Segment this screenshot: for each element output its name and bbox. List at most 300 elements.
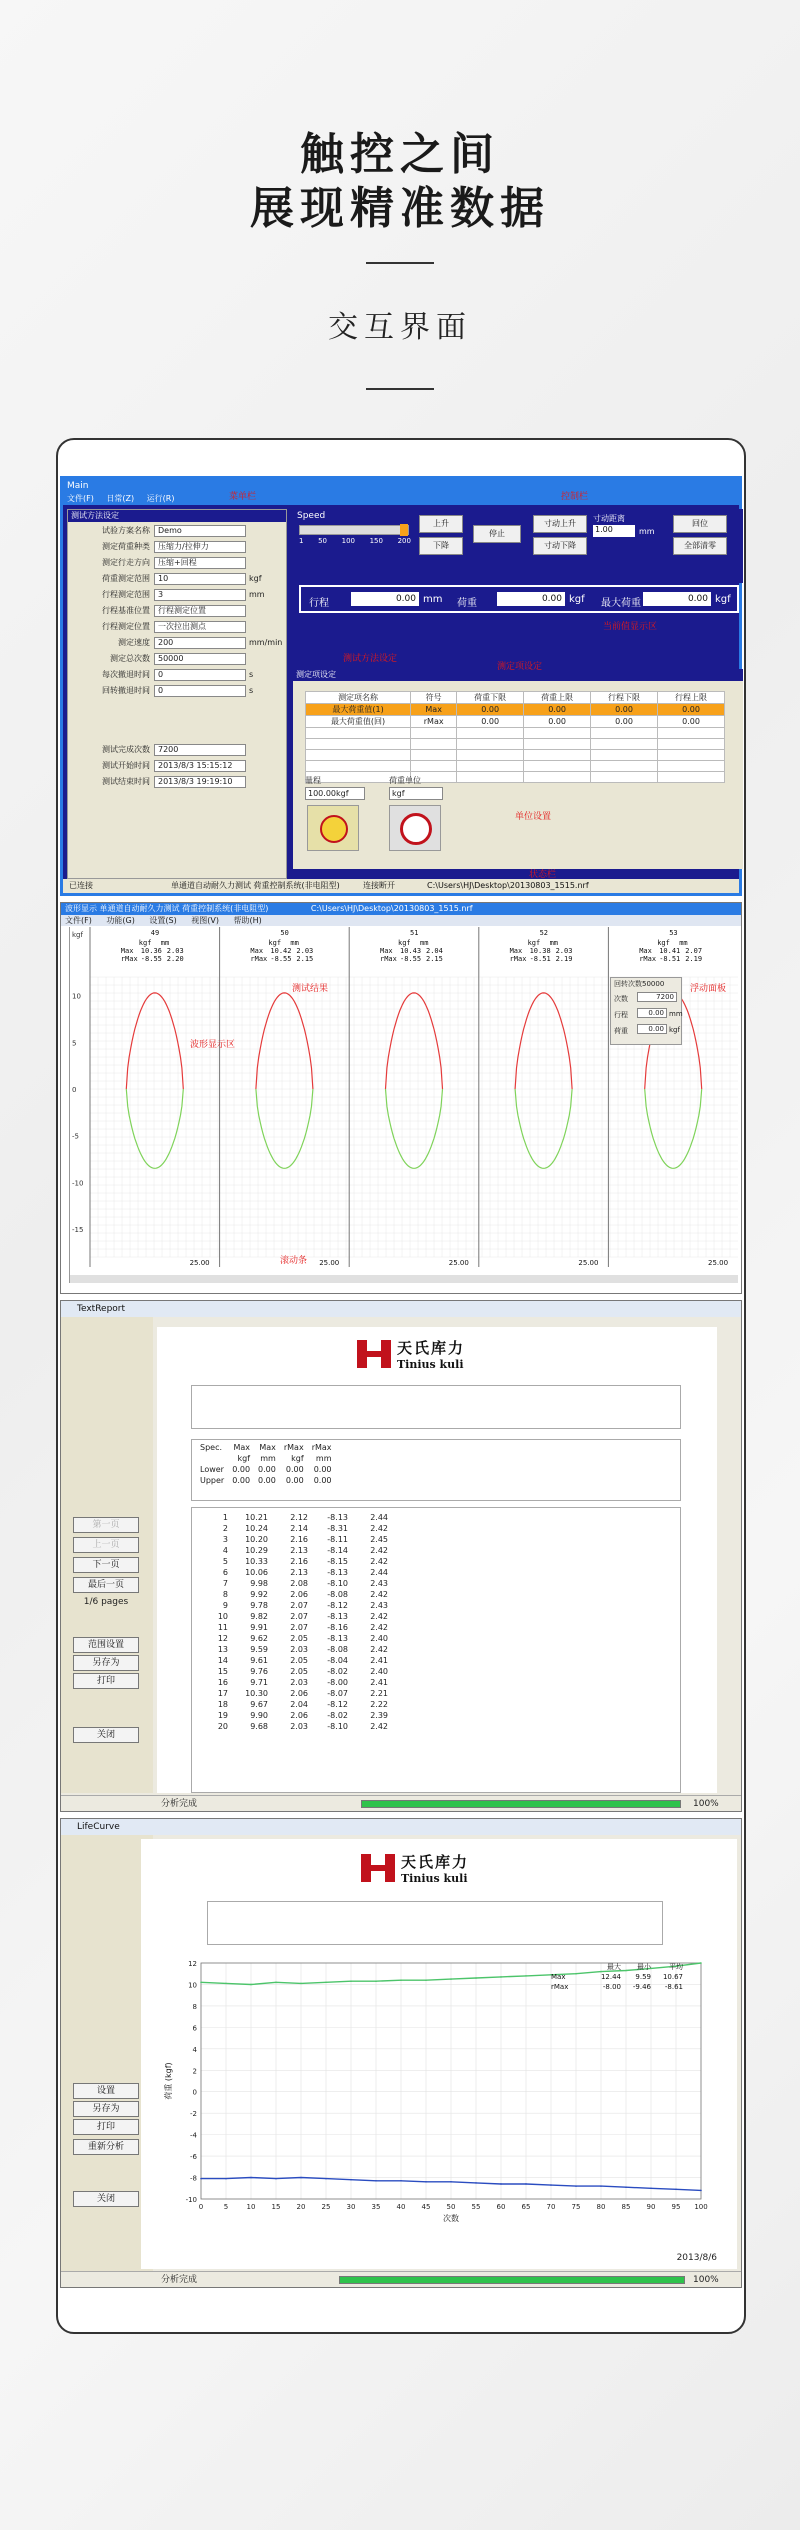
- load-unit-select[interactable]: kgf: [389, 787, 443, 800]
- form-input[interactable]: 200: [154, 637, 246, 649]
- series-point: [425, 2181, 427, 2183]
- series-point: [475, 2182, 477, 2184]
- table-cell: 0.00: [457, 704, 524, 716]
- wf-menu-settings[interactable]: 设置(S): [149, 916, 177, 925]
- data-cell: 9.68: [250, 1722, 268, 1731]
- return-curve: [126, 1089, 183, 1168]
- data-cell: 9.90: [250, 1711, 268, 1720]
- data-cell: 2.22: [370, 1700, 388, 1709]
- y-tick-label: 8: [192, 2002, 197, 2011]
- y-tick-label: 6: [192, 2024, 197, 2033]
- spec-cell: mm: [260, 1454, 276, 1463]
- data-cell: -8.12: [327, 1601, 348, 1610]
- data-cell: -8.12: [327, 1700, 348, 1709]
- plot-header-text: -8.55: [270, 955, 292, 963]
- data-cell: 2.43: [370, 1579, 388, 1588]
- plot-header-text: kgf: [268, 939, 282, 947]
- form-label: 试验方案名称: [102, 526, 150, 535]
- stats-cell: Max: [551, 1973, 566, 1981]
- dial-icon: [389, 805, 441, 851]
- series-point: [375, 2180, 377, 2182]
- speed-tick: 1: [299, 537, 304, 545]
- plot-header-text: rMax: [120, 955, 138, 963]
- form-label: 测定速度: [118, 638, 150, 647]
- data-cell: 2.03: [290, 1645, 308, 1654]
- float-load-label: 荷重: [614, 1027, 628, 1035]
- page-indicator: 1/6 pages: [83, 1597, 129, 1607]
- data-cell: 2.45: [370, 1535, 388, 1544]
- status-system: 单通道自动耐久力测试 荷重控制系统(非电阻型): [171, 881, 340, 890]
- series-point: [500, 1976, 502, 1978]
- form-row: [68, 555, 286, 570]
- series-point: [700, 1962, 702, 1964]
- data-cell: 10.24: [245, 1524, 268, 1533]
- lc-print-button[interactable]: 打印: [73, 2119, 139, 2135]
- form-label: 测试完成次数: [102, 745, 150, 754]
- data-cell: 5: [222, 1557, 228, 1566]
- load-unit: kgf: [569, 594, 585, 605]
- measurement-items-panel: [293, 669, 743, 869]
- data-cell: 2.42: [370, 1590, 388, 1599]
- x-tick-label: 40: [396, 2203, 406, 2211]
- plot-header-text: rMax: [250, 955, 268, 963]
- data-cell: 10.20: [245, 1535, 268, 1544]
- annotation-control: 控制栏: [561, 492, 589, 502]
- close-button[interactable]: 关闭: [73, 1727, 139, 1743]
- annotation-waveform-area: 波形显示区: [190, 1040, 236, 1050]
- life-curve-chart: [141, 1949, 737, 2249]
- y-tick-label: -15: [72, 1226, 84, 1234]
- return-curve: [515, 1089, 572, 1168]
- speed-control: [293, 509, 743, 583]
- form-input[interactable]: 2013/8/3 19:19:10: [154, 776, 246, 788]
- spec-cell: kgf: [291, 1454, 304, 1463]
- menu-daily[interactable]: 日常(Z): [106, 494, 135, 503]
- load-unit-label: 荷重单位: [389, 776, 421, 785]
- spec-cell: 0.00: [232, 1465, 251, 1474]
- plot-header-text: Max: [509, 947, 523, 955]
- series-point: [275, 2178, 277, 2180]
- plot-header-text: -8.55: [400, 955, 422, 963]
- series-point: [700, 2190, 702, 2192]
- table-cell: 最大荷重值(回): [306, 716, 411, 728]
- data-row: [202, 1556, 392, 1567]
- data-cell: 2.41: [370, 1678, 388, 1687]
- series-point: [475, 1977, 477, 1979]
- data-cell: 2.42: [370, 1557, 388, 1566]
- text-report-progress: [361, 1800, 681, 1808]
- data-cell: 2.44: [370, 1513, 388, 1522]
- origin-button[interactable]: 回位: [673, 515, 727, 533]
- stats-cell: 10.67: [662, 1973, 683, 1981]
- next-page-button[interactable]: 下一页: [73, 1557, 139, 1573]
- data-cell: 2.05: [290, 1667, 308, 1676]
- data-cell: -8.10: [327, 1722, 348, 1731]
- lc-close-button[interactable]: 关闭: [73, 2191, 139, 2207]
- prev-page-button[interactable]: 上一页: [73, 1537, 139, 1553]
- spec-cell: 0.00: [285, 1476, 304, 1485]
- data-row: [202, 1545, 392, 1556]
- spec-cell: 0.00: [258, 1476, 276, 1485]
- table-cell: rMax: [411, 716, 457, 728]
- data-cell: 2: [222, 1524, 228, 1533]
- data-cell: -8.02: [327, 1711, 348, 1720]
- spec-cell: Max: [259, 1443, 276, 1452]
- x-tick-label: 5: [223, 2203, 229, 2211]
- plot-header-text: 10.41: [659, 947, 681, 955]
- data-row: [202, 1523, 392, 1534]
- form-label: 行程测定范围: [102, 590, 150, 599]
- form-label: 测定荷重种类: [102, 542, 150, 551]
- data-cell: 9.78: [250, 1601, 268, 1610]
- float-count-label: 次数: [614, 995, 628, 1003]
- x-tick-label: 75: [571, 2203, 581, 2211]
- spec-cell: 0.00: [232, 1476, 251, 1485]
- wf-menu-file[interactable]: 文件(F): [65, 916, 92, 925]
- data-row: [202, 1633, 392, 1644]
- plot-header-text: mm: [290, 939, 299, 947]
- range-select[interactable]: 100.00kgf: [305, 787, 365, 800]
- main-menubar: [63, 493, 739, 505]
- data-cell: -8.04: [327, 1656, 348, 1665]
- x-tick-label: 15: [271, 2203, 281, 2211]
- data-cell: 2.07: [290, 1623, 308, 1632]
- float-load-unit: kgf: [669, 1026, 680, 1034]
- gauge-icon: [307, 805, 359, 851]
- series-point: [575, 2185, 577, 2187]
- x-tick-label: 0: [198, 2203, 204, 2211]
- y-tick-label: 2: [192, 2067, 197, 2076]
- table-header-cell: 行程下限: [591, 692, 658, 704]
- data-row: [202, 1567, 392, 1578]
- waveform-scrollbar[interactable]: [70, 1275, 738, 1283]
- table-row[interactable]: [306, 704, 725, 716]
- form-input[interactable]: 10: [154, 573, 246, 585]
- series-point: [400, 1979, 402, 1981]
- hero-divider-top: [366, 262, 434, 264]
- x-end-label: 25.00: [448, 1259, 469, 1267]
- plot-header-text: 2.03: [296, 947, 314, 955]
- menu-run[interactable]: 运行(R): [146, 494, 175, 503]
- jog-up-button[interactable]: 寸动上升: [533, 515, 587, 533]
- data-cell: 3: [222, 1535, 228, 1544]
- x-axis-label: 次数: [443, 2214, 459, 2223]
- current-value-display: [299, 585, 739, 613]
- logo-mark-icon: [357, 1340, 391, 1368]
- menu-file[interactable]: 文件(F): [67, 494, 94, 503]
- text-report-title: TextReport: [61, 1301, 741, 1317]
- status-bar: [63, 879, 739, 893]
- measurement-items-header: 测定项设定: [293, 669, 743, 681]
- stop-button[interactable]: 停止: [473, 525, 521, 543]
- form-label: 行程测定位置: [102, 622, 150, 631]
- wf-menu-help[interactable]: 帮助(H): [233, 916, 262, 925]
- form-row: [68, 619, 286, 634]
- series-point: [500, 2183, 502, 2185]
- plot-header-text: 2.03: [555, 947, 573, 955]
- series-point: [300, 1983, 302, 1985]
- y-tick-label: -8: [190, 2174, 197, 2183]
- data-cell: 9.92: [250, 1590, 268, 1599]
- speed-tick: 200: [397, 537, 411, 545]
- print-button[interactable]: 打印: [73, 1673, 139, 1689]
- series-point: [375, 1980, 377, 1982]
- measurement-items-table: [305, 691, 725, 783]
- first-page-button[interactable]: 第一页: [73, 1517, 139, 1533]
- data-cell: 2.16: [290, 1535, 308, 1544]
- data-box: [191, 1507, 681, 1793]
- form-row: [68, 758, 286, 773]
- test-method-fields: [68, 523, 286, 789]
- lc-logo-cn: 天氏库力: [401, 1853, 470, 1871]
- data-cell: 2.13: [290, 1546, 308, 1555]
- spec-row: [196, 1475, 336, 1486]
- status-connected: 已连接: [69, 881, 93, 890]
- data-row: [202, 1688, 392, 1699]
- form-input[interactable]: 7200: [154, 744, 246, 756]
- x-tick-label: 95: [671, 2203, 681, 2211]
- jog-down-button[interactable]: 寸动下降: [533, 537, 587, 555]
- waveform-title: 波形显示 单通道自动耐久力测试 荷重控制系统(非电阻型): [65, 904, 269, 913]
- data-cell: 2.42: [370, 1722, 388, 1731]
- stroke-unit: mm: [423, 594, 443, 605]
- lc-logo-en: Tinius kuli: [401, 1872, 468, 1885]
- data-cell: 12: [217, 1634, 228, 1643]
- data-cell: 9.98: [250, 1579, 268, 1588]
- life-curve-sidebar: [61, 1835, 153, 2271]
- hero: [0, 0, 800, 420]
- x-tick-label: 60: [496, 2203, 506, 2211]
- last-page-button[interactable]: 最后一页: [73, 1577, 139, 1593]
- stats-header: 平均: [669, 1963, 683, 1971]
- y-tick-label: 5: [72, 1039, 77, 1048]
- form-input[interactable]: 2013/8/3 15:15:12: [154, 760, 246, 772]
- series-point: [550, 2184, 552, 2186]
- down-button[interactable]: 下降: [419, 537, 463, 555]
- hero-title-line2: 展现精准数据: [250, 183, 550, 234]
- speed-slider[interactable]: [299, 525, 409, 535]
- form-row: [68, 523, 286, 538]
- plot-header-text: kgf: [527, 939, 541, 947]
- data-cell: 19: [217, 1711, 228, 1720]
- max-load-unit: kgf: [715, 594, 731, 605]
- stats-cell: 9.59: [635, 1973, 651, 1981]
- form-label: 每次撤退时间: [102, 670, 150, 679]
- form-label: 行程基准位置: [102, 606, 150, 615]
- series-point: [225, 2178, 227, 2180]
- form-label: 回转撤退时间: [102, 686, 150, 695]
- series-point: [325, 2178, 327, 2180]
- series-point: [250, 2177, 252, 2179]
- annotation-current-value: 当前值显示区: [603, 622, 658, 632]
- series-point: [400, 2180, 402, 2182]
- save-as-button[interactable]: 另存为: [73, 1655, 139, 1671]
- spec-row: [196, 1464, 336, 1475]
- lc-save-as-button[interactable]: 另存为: [73, 2101, 139, 2117]
- data-cell: 2.14: [290, 1524, 308, 1533]
- table-cell: 0.00: [524, 716, 591, 728]
- plot-header-text: Max: [120, 947, 134, 955]
- form-input[interactable]: 压缩+回程: [154, 557, 246, 569]
- plot-header-text: 2.07: [685, 947, 703, 955]
- life-curve-status-text: 分析完成: [161, 2275, 198, 2285]
- x-end-label: 25.00: [578, 1259, 599, 1267]
- speed-tick: 100: [341, 537, 355, 545]
- return-curve: [256, 1089, 313, 1168]
- data-row: [202, 1644, 392, 1655]
- plot-header-text: 2.15: [296, 955, 314, 963]
- y-tick-label: 10: [188, 1981, 197, 1990]
- float-stroke-label: 行程: [614, 1011, 628, 1019]
- form-input[interactable]: 压缩力/拉伸力: [154, 541, 246, 553]
- form-input[interactable]: 一次拉出测点: [154, 621, 246, 633]
- spec-cell: Upper: [200, 1476, 225, 1485]
- data-cell: 9.82: [250, 1612, 268, 1621]
- table-header-cell: 符号: [411, 692, 457, 704]
- form-row: [68, 603, 286, 618]
- data-cell: 10.33: [245, 1557, 268, 1566]
- plot-header-text: -8.55: [140, 955, 162, 963]
- lc-brand-logo: [361, 1851, 469, 1885]
- plot-header-text: 2.19: [685, 955, 703, 963]
- form-unit: mm: [249, 590, 265, 599]
- waveform-display-area: [69, 927, 737, 1283]
- form-input[interactable]: 0: [154, 685, 246, 697]
- series-point: [350, 1980, 352, 1982]
- data-cell: 4: [222, 1546, 228, 1555]
- series-point: [300, 2177, 302, 2179]
- data-cell: 20: [217, 1722, 228, 1731]
- data-cell: 9.59: [250, 1645, 268, 1654]
- speed-slider-thumb[interactable]: [400, 524, 408, 536]
- data-row: [202, 1710, 392, 1721]
- form-label: 测试开始时间: [102, 761, 150, 770]
- form-input[interactable]: 行程测定位置: [154, 605, 246, 617]
- table-header-cell: 行程上限: [658, 692, 725, 704]
- stroke-value: 0.00: [351, 592, 419, 606]
- plot-header-text: 2.04: [426, 947, 443, 955]
- data-cell: 2.06: [290, 1711, 308, 1720]
- x-tick-label: 85: [621, 2203, 631, 2211]
- form-row: [68, 742, 286, 757]
- y-tick-label: 4: [192, 2045, 197, 2054]
- form-row: [68, 571, 286, 586]
- form-input[interactable]: 3: [154, 589, 246, 601]
- text-report-sidebar: [61, 1317, 153, 1793]
- x-tick-label: 45: [421, 2203, 431, 2211]
- max-load-value: 0.00: [643, 592, 711, 606]
- plot-header-text: -8.51: [659, 955, 681, 963]
- form-unit: mm/min: [249, 638, 283, 647]
- jog-distance-input[interactable]: 1.00: [593, 525, 635, 537]
- data-row: [202, 1677, 392, 1688]
- data-cell: 2.06: [290, 1590, 308, 1599]
- spec-row: [196, 1442, 336, 1453]
- table-row[interactable]: [306, 716, 725, 728]
- annotation-scrollbar: 滚动条: [280, 1256, 308, 1266]
- annotation-measurement-items: 测定项设定: [497, 662, 543, 672]
- lc-setting-button[interactable]: 设置: [73, 2083, 139, 2099]
- form-input[interactable]: 50000: [154, 653, 246, 665]
- hero-title-line1: 触控之间: [300, 129, 500, 180]
- plot-header-text: -8.51: [529, 955, 551, 963]
- series-point: [525, 2183, 527, 2185]
- series-point: [675, 2189, 677, 2191]
- data-cell: 7: [222, 1579, 228, 1588]
- form-row: [68, 651, 286, 666]
- plot-header-text: 49: [150, 929, 160, 937]
- text-report-status-text: 分析完成: [161, 1799, 198, 1809]
- life-curve-progress: [339, 2276, 685, 2284]
- data-cell: -8.13: [327, 1513, 348, 1522]
- float-count-value: 7200: [637, 992, 677, 1002]
- y-unit-label: kgf: [72, 931, 83, 939]
- y-tick-label: 10: [72, 992, 81, 1001]
- form-input[interactable]: Demo: [154, 525, 246, 537]
- y-axis-label: 荷重 (kgf): [164, 2062, 173, 2100]
- waveform-window: [60, 902, 742, 1294]
- data-cell: 13: [217, 1645, 228, 1654]
- spec-cell: Max: [233, 1443, 251, 1452]
- data-cell: 8: [222, 1590, 228, 1599]
- data-cell: -8.02: [327, 1667, 348, 1676]
- speed-ticks: [299, 537, 411, 545]
- floating-panel[interactable]: [610, 977, 682, 1045]
- wf-menu-view[interactable]: 视图(V): [191, 916, 219, 925]
- up-button[interactable]: 上升: [419, 515, 463, 533]
- plot-header-text: mm: [549, 939, 559, 947]
- series-point: [325, 1982, 327, 1984]
- reset-button[interactable]: 全部清零: [673, 537, 727, 555]
- series-point: [650, 2187, 652, 2189]
- plot-header-text: 10.43: [400, 947, 422, 955]
- table-header-cell: 荷重上限: [524, 692, 591, 704]
- table-cell: 0.00: [457, 716, 524, 728]
- series-point: [200, 2178, 202, 2180]
- hero-divider-bottom: [366, 388, 434, 390]
- data-row: [202, 1721, 392, 1732]
- data-cell: 1: [222, 1513, 228, 1522]
- wf-menu-function[interactable]: 功能(G): [106, 916, 135, 925]
- table-row-empty: [306, 750, 725, 761]
- form-input[interactable]: 0: [154, 669, 246, 681]
- lc-reanalyze-button[interactable]: 重新分析: [73, 2139, 139, 2155]
- plot-header-text: kgf: [657, 939, 670, 947]
- data-cell: 18: [217, 1700, 228, 1709]
- stats-cell: -9.46: [632, 1983, 651, 1991]
- plot-header-text: kgf: [138, 939, 152, 947]
- hero-subtitle: 交互界面: [328, 310, 472, 345]
- series-point: [225, 1983, 227, 1985]
- data-cell: 2.16: [290, 1557, 308, 1566]
- data-cell: 9.76: [250, 1667, 268, 1676]
- stats-cell: -8.00: [602, 1983, 621, 1991]
- screenshot-frame: [56, 438, 746, 2334]
- range-label: 量程: [305, 776, 321, 785]
- data-cell: 2.07: [290, 1612, 308, 1621]
- series-point: [200, 1982, 202, 1984]
- data-cell: 10.29: [245, 1546, 268, 1555]
- table-header-cell: 荷重下限: [457, 692, 524, 704]
- data-cell: 2.42: [370, 1524, 388, 1533]
- data-cell: 2.07: [290, 1601, 308, 1610]
- data-cell: -8.13: [327, 1634, 348, 1643]
- series-point: [625, 2186, 627, 2188]
- data-cell: 9.62: [250, 1634, 268, 1643]
- form-row: [68, 539, 286, 554]
- lc-header-box: [207, 1901, 663, 1945]
- range-setting-button[interactable]: 范围设置: [73, 1637, 139, 1653]
